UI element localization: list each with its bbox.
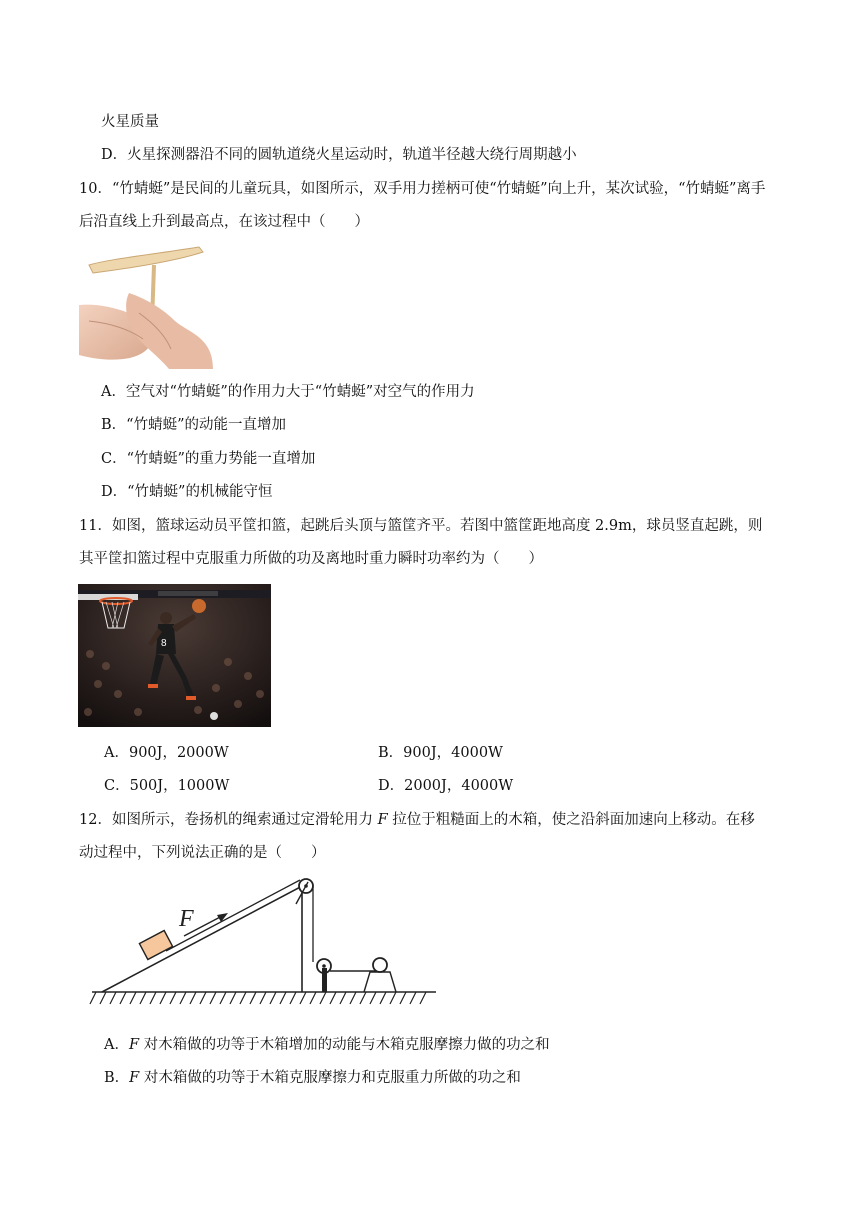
q11-option-a: A．900J，2000W [104, 745, 229, 761]
q10-option-d: D．“竹蜻蜓”的机械能守恒 [101, 484, 273, 500]
q10-option-b: B．“竹蜻蜓”的动能一直增加 [101, 417, 286, 433]
motor-wheel [373, 958, 387, 972]
q10-option-c: C．“竹蜻蜓”的重力势能一直增加 [101, 451, 316, 467]
q9-option-d: D．火星探测器沿不同的圆轨道绕火星运动时，轨道半径越大绕行周期越小 [101, 147, 577, 163]
q11-stem-line1: 11．如图，篮球运动员平筐扣篮，起跳后头顶与篮筐齐平。若图中篮筐距地高度 2.9m，球员竖直起跳，则 [79, 518, 763, 534]
ground-hatching [90, 992, 426, 1004]
q10-stem-line1: 10．“竹蜻蜓”是民间的儿童玩具，如图所示，双手用力搓柄可使“竹蜻蜓”向上升，某次试验，“竹蜻蜓”离手 [79, 181, 766, 197]
q12-stem-line1: 12．如图所示，卷扬机的绳索通过定滑轮用力 F 拉位于粗糙面上的木箱，使之沿斜面加速向上移动。在移 [79, 812, 755, 828]
q10-option-a: A．空气对“竹蜻蜓”的作用力大于“竹蜻蜓”对空气的作用力 [101, 384, 475, 400]
bamboo-dragonfly-figure [79, 243, 213, 369]
upper-hand [126, 293, 213, 369]
force-label: F [179, 906, 194, 932]
force-var: F [377, 812, 388, 828]
q9-option-c-continuation: 火星质量 [101, 114, 159, 130]
q12-option-a: A．F 对木箱做的功等于木箱增加的动能与木箱克服摩擦力做的功之和 [104, 1037, 550, 1053]
q12-stem-line2: 动过程中，下列说法正确的是（ ） [79, 845, 326, 861]
q11-option-d: D．2000J，4000W [378, 778, 514, 794]
basketball [192, 599, 206, 613]
q12-option-b: B．F 对木箱做的功等于木箱克服摩擦力和克服重力所做的功之和 [104, 1070, 521, 1086]
basketball-dunk-photo [78, 584, 271, 727]
jersey-number: 8 [161, 638, 167, 649]
winch-stand [322, 968, 327, 992]
propeller-blade [89, 247, 203, 273]
wooden-crate [139, 930, 172, 959]
winch-incline-figure [84, 874, 440, 1010]
motor-base [364, 972, 396, 992]
q11-option-b: B．900J，4000W [378, 745, 503, 761]
q11-option-c: C．500J，1000W [104, 778, 230, 794]
q11-stem-line2: 其平筐扣篮过程中克服重力所做的功及离地时重力瞬时功率约为（ ） [79, 551, 543, 567]
q10-stem-line2: 后沿直线上升到最高点，在该过程中（ ） [79, 214, 369, 230]
incline-surface [102, 884, 306, 992]
